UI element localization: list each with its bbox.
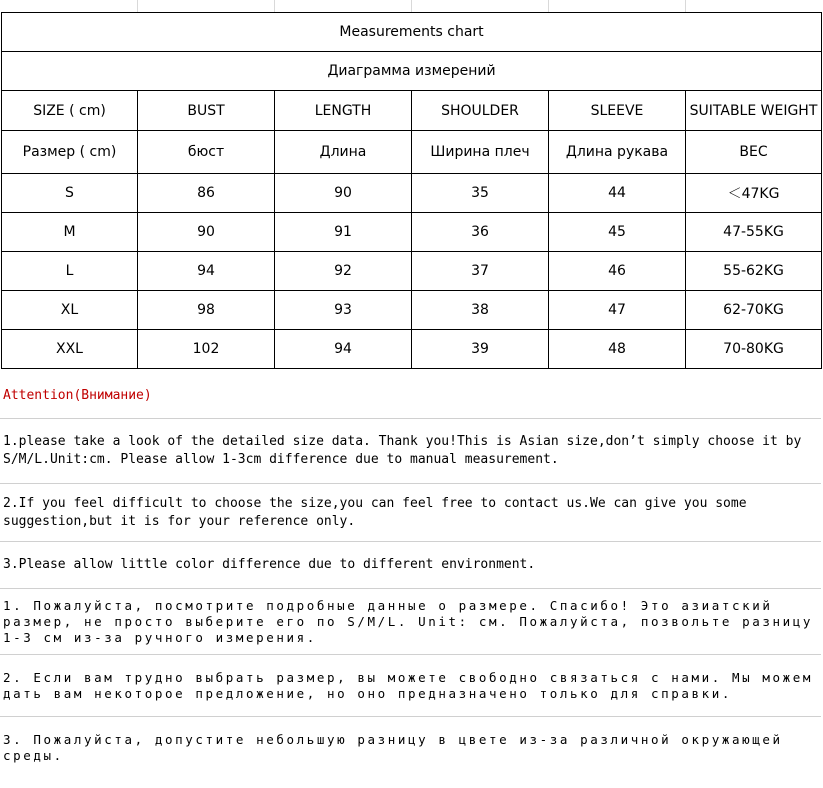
header-ru-sleeve: Длина рукава (549, 131, 686, 174)
cell-sleeve: 48 (549, 330, 686, 369)
note-en-2-text: 2.If you feel difficult to choose the size,you can feel free to contact us.We can give you some suggestion,but it is for your reference only. (3, 495, 747, 529)
cell-sleeve: 46 (549, 252, 686, 291)
cell-size: L (2, 252, 138, 291)
table-title-row (2, 13, 822, 52)
chart-title: Measurements chart (2, 13, 822, 52)
cell-length: 94 (275, 330, 412, 369)
attention-text: Attention(Внимание) (3, 388, 152, 403)
header-ru-bust: бюст (138, 131, 275, 174)
cell-weight: 70-80KG (686, 330, 822, 369)
cell-shoulder: 39 (412, 330, 549, 369)
grid-line (685, 0, 686, 12)
header-length: LENGTH (275, 91, 412, 131)
header-shoulder: SHOULDER (412, 91, 549, 131)
attention-note (0, 374, 821, 419)
measurements-table (1, 12, 822, 369)
note-en-2 (0, 484, 821, 542)
table-row (2, 174, 822, 213)
note-en-1 (0, 419, 821, 484)
cell-weight: ＜47KG (686, 174, 822, 213)
cell-length: 92 (275, 252, 412, 291)
header-ru-size: Размер ( cm) (2, 131, 138, 174)
cell-shoulder: 38 (412, 291, 549, 330)
notes-section (0, 374, 821, 779)
cell-weight: 55-62KG (686, 252, 822, 291)
header-bust: BUST (138, 91, 275, 131)
cell-size: M (2, 213, 138, 252)
header-ru-length: Длина (275, 131, 412, 174)
table-header-row (2, 91, 822, 131)
note-en-3 (0, 542, 821, 589)
cell-sleeve: 47 (549, 291, 686, 330)
cell-bust: 86 (138, 174, 275, 213)
header-ru-shoulder: Ширина плеч (412, 131, 549, 174)
grid-line (411, 0, 412, 12)
note-ru-3 (0, 717, 821, 779)
chart-title-ru: Диаграмма измерений (2, 52, 822, 91)
header-weight: SUITABLE WEIGHT (686, 91, 822, 131)
cell-size: XL (2, 291, 138, 330)
cell-length: 93 (275, 291, 412, 330)
grid-line (274, 0, 275, 12)
cell-length: 91 (275, 213, 412, 252)
table-row (2, 330, 822, 369)
table-row (2, 213, 822, 252)
note-en-1-text: 1.please take a look of the detailed size data. Thank you!This is Asian size,don’t simply choose it by S/M/L.Unit:cm. Please allow 1-3cm difference due to manual measurement. (3, 434, 802, 467)
cell-sleeve: 44 (549, 174, 686, 213)
grid-line (137, 0, 138, 12)
cell-shoulder: 37 (412, 252, 549, 291)
header-sleeve: SLEEVE (549, 91, 686, 131)
grid-line (548, 0, 549, 12)
cell-shoulder: 35 (412, 174, 549, 213)
table-header-ru-row (2, 131, 822, 174)
note-ru-1-text: 1. Пожалуйста, посмотрите подробные данные о размере. Спасибо! Это азиатский размер, не просто выберите его по S/M/L. Unit: см. Пожалуйста, позвольте разницу 1-3 см из-за ручного измерения. (3, 597, 814, 645)
cell-size: S (2, 174, 138, 213)
cell-bust: 102 (138, 330, 275, 369)
table-title-ru-row (2, 52, 822, 91)
header-ru-weight: ВЕС (686, 131, 822, 174)
cell-weight: 62-70KG (686, 291, 822, 330)
cell-bust: 90 (138, 213, 275, 252)
table-row (2, 291, 822, 330)
note-ru-2-text: 2. Если вам трудно выбрать размер, вы можете свободно связаться с нами. Мы можем дать вам некоторое предложение, но оно предназначено только для справки. (3, 669, 814, 701)
cell-sleeve: 45 (549, 213, 686, 252)
cell-length: 90 (275, 174, 412, 213)
cell-weight: 47-55KG (686, 213, 822, 252)
note-ru-2 (0, 655, 821, 717)
cell-bust: 94 (138, 252, 275, 291)
table-row (2, 252, 822, 291)
note-en-3-text: 3.Please allow little color difference due to different environment. (3, 557, 536, 572)
note-ru-3-text: 3. Пожалуйста, допустите небольшую разницу в цвете из-за различной окружающей среды. (3, 732, 783, 763)
header-size: SIZE ( cm) (2, 91, 138, 131)
cell-shoulder: 36 (412, 213, 549, 252)
note-ru-1 (0, 589, 821, 655)
cell-size: XXL (2, 330, 138, 369)
cell-bust: 98 (138, 291, 275, 330)
